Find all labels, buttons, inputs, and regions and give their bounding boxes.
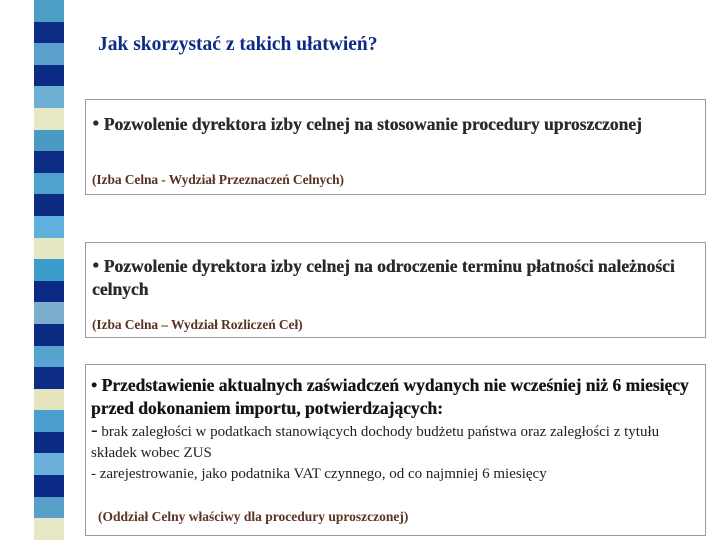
bullet-icon: •	[92, 111, 100, 135]
strip-block	[34, 43, 64, 65]
box3-heading-text: Przedstawienie aktualnych zaświadczeń wydanych nie wcześniej niż 6 miesięcy przed dokonaniem importu, potwierdzających:	[91, 375, 689, 418]
strip-block	[34, 65, 64, 87]
strip-block	[34, 0, 64, 22]
box2-source: (Izba Celna – Wydział Rozliczeń Ceł)	[92, 317, 303, 332]
box1-heading-text: Pozwolenie dyrektora izby celnej na stosowanie procedury uproszczonej	[103, 114, 642, 134]
box2-heading	[92, 254, 698, 301]
box3-source: (Oddział Celny właściwy dla procedury uproszczonej)	[98, 509, 409, 524]
strip-block	[34, 130, 64, 152]
strip-block	[34, 346, 64, 368]
strip-block	[34, 281, 64, 303]
permission-box-payment-deferral	[85, 242, 706, 338]
box1-heading	[92, 112, 682, 136]
strip-block	[34, 194, 64, 216]
bullet-icon: •	[92, 253, 100, 277]
slide-title: Jak skorzystać z takich ułatwień?	[98, 34, 378, 55]
strip-block	[34, 238, 64, 260]
strip-block	[34, 475, 64, 497]
bullet-icon: •	[91, 375, 98, 395]
strip-block	[34, 173, 64, 195]
certificates-box	[85, 364, 706, 536]
strip-block	[34, 453, 64, 475]
strip-block	[34, 216, 64, 238]
strip-block	[34, 151, 64, 173]
strip-block	[34, 497, 64, 519]
dash-marker: -	[91, 419, 98, 441]
strip-block	[34, 367, 64, 389]
box1-source: (Izba Celna - Wydział Przeznaczeń Celnych)	[92, 172, 344, 187]
box3-item-vat-registration: - zarejestrowanie, jako podatnika VAT czynnego, od co najmniej 6 miesięcy	[91, 466, 547, 482]
strip-block	[34, 432, 64, 454]
strip-block	[34, 302, 64, 324]
strip-block	[34, 324, 64, 346]
strip-block	[34, 86, 64, 108]
decorative-color-strip	[34, 0, 64, 540]
strip-block	[34, 518, 64, 540]
strip-block	[34, 389, 64, 411]
box1-heading-wrap	[92, 112, 682, 136]
strip-block	[34, 259, 64, 281]
box2-heading-text: Pozwolenie dyrektora izby celnej na odroczenie terminu płatności należności celnych	[92, 256, 675, 299]
strip-block	[34, 410, 64, 432]
box3-item-no-arrears	[91, 420, 699, 464]
strip-block	[34, 22, 64, 44]
box3-item1-text: brak zaległości w podatkach stanowiących dochody budżetu państwa oraz zaległości z tytułu składek wobec ZUS	[91, 424, 660, 461]
box3-heading	[91, 374, 699, 420]
permission-box-simplified-procedure	[85, 99, 706, 195]
strip-block	[34, 108, 64, 130]
box2-heading-wrap	[92, 254, 698, 301]
box3-content	[91, 374, 699, 485]
